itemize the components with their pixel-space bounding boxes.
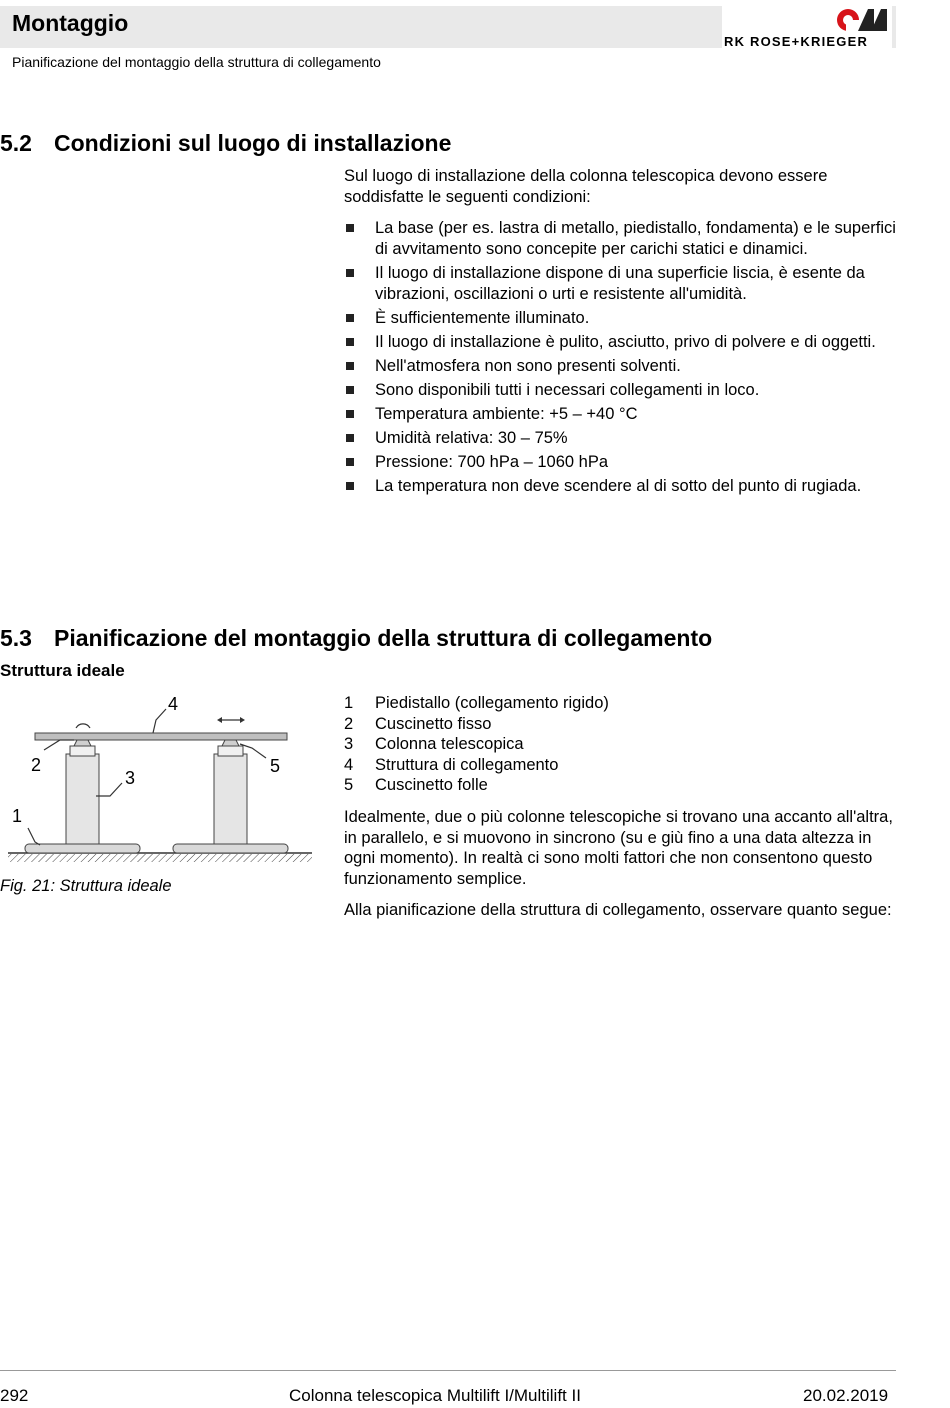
square-bullet-icon xyxy=(346,338,354,346)
section-number: 5.3 xyxy=(0,625,32,651)
section-number: 5.2 xyxy=(0,130,32,156)
leader-4 xyxy=(153,709,166,733)
legend-item xyxy=(344,714,609,735)
ideal-structure-figure xyxy=(0,688,320,868)
fixed-bearing xyxy=(74,740,91,746)
chapter-subtitle: Pianificazione del montaggio della struttura di collegamento xyxy=(12,54,381,70)
list-item-text: Pressione: 700 hPa – 1060 hPa xyxy=(375,453,609,471)
ground-hatch xyxy=(8,854,312,862)
square-bullet-icon xyxy=(346,314,354,322)
section-5-2-heading xyxy=(0,130,451,157)
list-item-text: La base (per es. lastra di metallo, piedistallo, fondamenta) e le superfici di avvitamento sono concepite per carichi statici e dinamici. xyxy=(375,219,896,258)
column-right-inner xyxy=(218,746,243,756)
logo-text: RK ROSE+KRIEGER xyxy=(724,34,869,49)
list-item xyxy=(344,428,904,449)
footer-divider xyxy=(0,1370,896,1371)
figure-caption: Fig. 21: Struttura ideale xyxy=(0,877,172,895)
list-item xyxy=(344,356,904,377)
list-item xyxy=(344,452,904,473)
figure-label-3: 3 xyxy=(125,768,136,788)
body-paragraph: Alla pianificazione della struttura di collegamento, osservare quanto segue: xyxy=(344,901,892,919)
legend-text: Struttura di collegamento xyxy=(375,755,559,774)
list-item-text: Il luogo di installazione è pulito, asciutto, privo di polvere e di oggetti. xyxy=(375,333,876,351)
square-bullet-icon xyxy=(346,224,354,232)
square-bullet-icon xyxy=(346,482,354,490)
chapter-title: Montaggio xyxy=(12,10,129,36)
square-bullet-icon xyxy=(346,269,354,277)
list-item xyxy=(344,404,904,425)
list-item xyxy=(344,308,904,329)
section-title: Condizioni sul luogo di installazione xyxy=(54,130,452,156)
list-item-text: Il luogo di installazione dispone di una superficie liscia, è esente da vibrazioni, oscillazioni o urti e resistente all'umidità. xyxy=(375,264,865,303)
rotation-arrow-icon xyxy=(76,724,90,728)
legend-item xyxy=(344,775,609,796)
document-title: Colonna telescopica Multilift I/Multilift II xyxy=(289,1386,581,1405)
column-left-inner xyxy=(70,746,95,756)
conditions-list xyxy=(344,218,904,500)
legend-number: 1 xyxy=(344,694,354,712)
figure-label-2: 2 xyxy=(31,755,42,775)
legend-number: 5 xyxy=(344,776,354,794)
leader-1 xyxy=(28,828,40,845)
list-item-text: È sufficientemente illuminato. xyxy=(375,309,590,327)
section-5-3-heading xyxy=(0,625,712,652)
pedestal-left xyxy=(25,844,140,853)
list-item xyxy=(344,332,904,353)
leader-3 xyxy=(96,783,122,796)
figure-label-5: 5 xyxy=(270,756,281,776)
floating-bearing xyxy=(222,740,239,746)
legend-item xyxy=(344,755,609,776)
square-bullet-icon xyxy=(346,458,354,466)
list-item xyxy=(344,218,904,260)
figure-label-4: 4 xyxy=(168,694,179,714)
document-date: 20.02.2019 xyxy=(803,1386,889,1405)
list-item-text: Sono disponibili tutti i necessari collegamenti in loco. xyxy=(375,381,760,399)
list-item-text: Temperatura ambiente: +5 – +40 °C xyxy=(375,405,638,423)
legend-text: Colonna telescopica xyxy=(375,735,524,753)
square-bullet-icon xyxy=(346,434,354,442)
legend-item xyxy=(344,693,609,714)
legend-text: Cuscinetto fisso xyxy=(375,714,492,733)
figure-label-1: 1 xyxy=(12,806,23,826)
body-paragraph: Idealmente, due o più colonne telescopiche si trovano una accanto all'altra, in parallelo, e si muovono in sincrono (su e giù fino a una data altezza in ogni momento). In realtà ci sono molti fattori che non consentono questo funzionamento semplice. xyxy=(344,808,893,888)
square-bullet-icon xyxy=(346,362,354,370)
list-item xyxy=(344,380,904,401)
list-item-text: La temperatura non deve scendere al di sotto del punto di rugiada. xyxy=(375,477,862,495)
list-item-text: Umidità relativa: 30 – 75% xyxy=(375,429,568,447)
legend-number: 3 xyxy=(344,735,354,753)
figure-legend xyxy=(344,693,609,796)
section-title: Pianificazione del montaggio della struttura di collegamento xyxy=(54,625,713,651)
legend-number: 2 xyxy=(344,714,354,733)
section-intro: Sul luogo di installazione della colonna telescopica devono essere soddisfatte le seguenti condizioni: xyxy=(344,167,828,206)
list-item xyxy=(344,476,904,497)
legend-text: Piedistallo (collegamento rigido) xyxy=(375,694,609,712)
column-left-outer xyxy=(66,754,99,844)
column-right-outer xyxy=(214,754,247,844)
list-item-text: Nell'atmosfera non sono presenti solventi. xyxy=(375,357,681,375)
page-number: 292 xyxy=(0,1386,29,1405)
connecting-structure xyxy=(35,733,287,740)
subheading: Struttura ideale xyxy=(0,661,125,680)
square-bullet-icon xyxy=(346,386,354,394)
square-bullet-icon xyxy=(346,410,354,418)
legend-item xyxy=(344,734,609,755)
legend-text: Cuscinetto folle xyxy=(375,776,488,794)
legend-number: 4 xyxy=(344,755,354,774)
list-item xyxy=(344,263,904,305)
pedestal-right xyxy=(173,844,288,853)
